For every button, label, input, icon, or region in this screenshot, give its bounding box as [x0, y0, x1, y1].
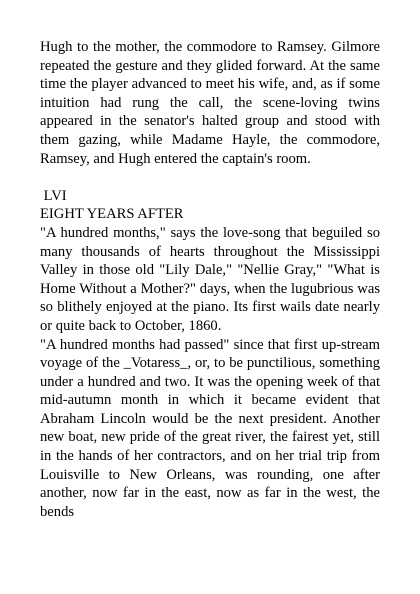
- chapter-number: LVI: [40, 187, 67, 204]
- chapter-title: EIGHT YEARS AFTER: [40, 206, 184, 223]
- document-page: [40, 38, 380, 521]
- paragraph-hundred-months: "A hundred months had passed" since that first up-stream voyage of the _Votaress_, or, to be punctilious, something under a hundred and two. It was the opening week of that mid-autumn month in which it became evident that Abraham Lincoln would be the next president. Another new boat, new pride of the great river, the fairest yet, still in the hands of her contractors, and on her trial trip from Louisville to New Orleans, was rounding, one after another, now far in the east, now as far in the west, the bends: [40, 336, 380, 520]
- section-break: [40, 168, 380, 187]
- paragraph-love-song: "A hundred months," says the love-song that beguiled so many thousands of hearts throughout the Mississippi Valley in those old "Lily Dale," "Nellie Gray," "What is Home Without a Mother?" days, when the lugubrious was so blithely enjoyed at the piano. Its first wails date nearly or quite back to October, 1860.: [40, 224, 380, 334]
- paragraph-continuation: Hugh to the mother, the commodore to Ramsey. Gilmore repeated the gesture and they glided forward. At the same time the player advanced to meet his wife, and, as if some intuition had rung the call, the scene-loving twins appeared in the senator's halted group and stood with them gazing, while Madame Hayle, the commodore, Ramsey, and Hugh entered the captain's room.: [40, 39, 380, 167]
